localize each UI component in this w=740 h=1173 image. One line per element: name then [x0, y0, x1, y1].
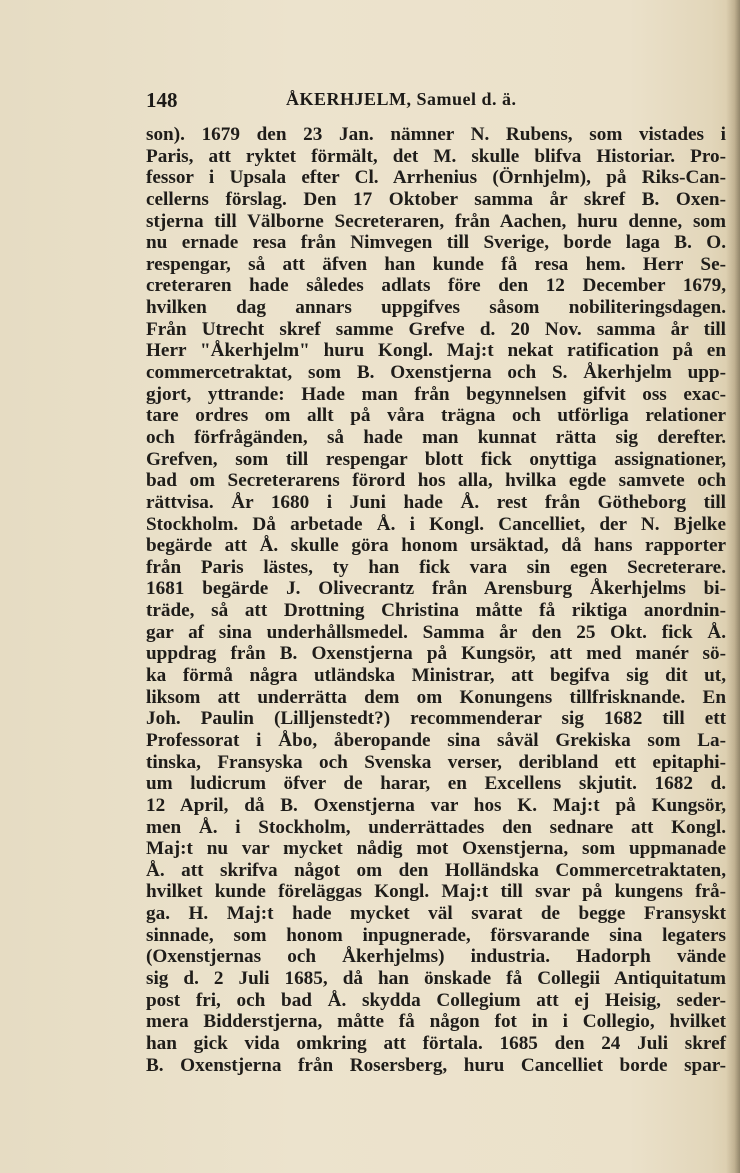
- text-line: hvilken dag annars uppgifves såsom nobiliteringsdagen.: [146, 297, 726, 319]
- text-line: rättvisa. År 1680 i Juni hade Å. rest från Götheborg till: [146, 491, 726, 513]
- text-line: 12 April, då B. Oxenstjerna var hos K. Maj:t på Kungsör,: [146, 794, 726, 816]
- text-line: Professorat i Åbo, åberopande sina såväl Grekiska som La-: [146, 729, 726, 751]
- text-line: Stockholm. Då arbetade Å. i Kongl. Cancelliet, der N. Bjelke: [146, 513, 726, 535]
- page-edge-shadow: [726, 0, 740, 1173]
- text-line: uppdrag från B. Oxenstjerna på Kungsör, att med manér sö-: [146, 643, 726, 665]
- text-line: creteraren hade således adlats före den 12 December 1679,: [146, 275, 726, 297]
- text-line: tinska, Fransyska och Svenska verser, deribland ett epitaphi-: [146, 751, 726, 773]
- text-line: fessor i Upsala efter Cl. Arrhenius (Örnhjelm), på Riks-Can-: [146, 167, 726, 189]
- text-line: hvilket kunde föreläggas Kongl. Maj:t till svar på kungens frå-: [146, 881, 726, 903]
- text-line: från Paris lästes, ty han fick vara sin egen Secreterare.: [146, 556, 726, 578]
- text-line: han gick vida omkring att förtala. 1685 den 24 Juli skref: [146, 1032, 726, 1054]
- text-line: Grefven, som till respengar blott fick onyttiga assignationer,: [146, 448, 726, 470]
- text-line: Paris, att ryktet förmält, det M. skulle blifva Historiar. Pro-: [146, 145, 726, 167]
- text-line: um ludicrum öfver de harar, en Excellens skjutit. 1682 d.: [146, 773, 726, 795]
- page-header: [146, 88, 726, 114]
- body-text: [146, 124, 726, 1076]
- text-line: tare ordres om allt på våra trägna och utförliga relationer: [146, 405, 726, 427]
- text-line: gar af sina underhållsmedel. Samma år den 25 Okt. fick Å.: [146, 621, 726, 643]
- text-line: cellerns förslag. Den 17 Oktober samma år skref B. Oxen-: [146, 188, 726, 210]
- text-line: Joh. Paulin (Lilljenstedt?) recommenderar sig 1682 till ett: [146, 708, 726, 730]
- text-line: stjerna till Välborne Secreteraren, från Aachen, huru denne, som: [146, 210, 726, 232]
- text-line: son). 1679 den 23 Jan. nämner N. Rubens, som vistades i: [146, 124, 726, 145]
- text-line: Från Utrecht skref samme Grefve d. 20 Nov. samma år till: [146, 318, 726, 340]
- text-line: Å. att skrifva något om den Holländska Commercetraktaten,: [146, 859, 726, 881]
- text-line: respengar, så att äfven han kunde få resa hem. Herr Se-: [146, 253, 726, 275]
- text-line: bad om Secreterarens förord hos alla, hvilka egde samvete och: [146, 470, 726, 492]
- text-line: men Å. i Stockholm, underrättades den sednare att Kongl.: [146, 816, 726, 838]
- page-number: 148: [146, 88, 178, 112]
- text-line: sig d. 2 Juli 1685, då han önskade få Collegii Antiquitatum: [146, 967, 726, 989]
- text-line: commercetraktat, som B. Oxenstjerna och S. Åkerhjelm upp-: [146, 362, 726, 384]
- text-line: och förfrågänden, så hade man kunnat rätta sig derefter.: [146, 426, 726, 448]
- text-line: sinnade, som honom inpugnerade, försvarande sina legaters: [146, 924, 726, 946]
- text-line: Herr "Åkerhjelm" huru Kongl. Maj:t nekat ratification på en: [146, 340, 726, 362]
- text-line: mera Bidderstjerna, måtte få någon fot in i Collegio, hvilket: [146, 1011, 726, 1033]
- text-line: begärde att Å. skulle göra honom ursäktad, då hans rapporter: [146, 535, 726, 557]
- running-head: ÅKERHJELM, Samuel d. ä.: [286, 89, 517, 109]
- text-line: (Oxenstjernas och Åkerhjelms) industria. Hadorph vände: [146, 946, 726, 968]
- text-line: B. Oxenstjerna från Rosersberg, huru Cancelliet borde spar-: [146, 1054, 726, 1076]
- text-line: träde, så att Drottning Christina måtte få riktiga anordnin-: [146, 600, 726, 622]
- text-line: liksom att underrätta dem om Konungens tillfrisknande. En: [146, 686, 726, 708]
- text-line: ga. H. Maj:t hade mycket väl svarat de begge Fransyskt: [146, 903, 726, 925]
- text-line: 1681 begärde J. Olivecrantz från Arensburg Åkerhjelms bi-: [146, 578, 726, 600]
- text-line: ka förmå några utländska Ministrar, att begifva sig dit ut,: [146, 665, 726, 687]
- text-line: gjort, yttrande: Hade man från begynnelsen gifvit oss exac-: [146, 383, 726, 405]
- text-line: nu ernade resa från Nimvegen till Sverige, borde laga B. O.: [146, 232, 726, 254]
- text-line: post fri, och bad Å. skydda Collegium att ej Heisig, seder-: [146, 989, 726, 1011]
- text-line: Maj:t nu var mycket nådig mot Oxenstjerna, som uppmanade: [146, 838, 726, 860]
